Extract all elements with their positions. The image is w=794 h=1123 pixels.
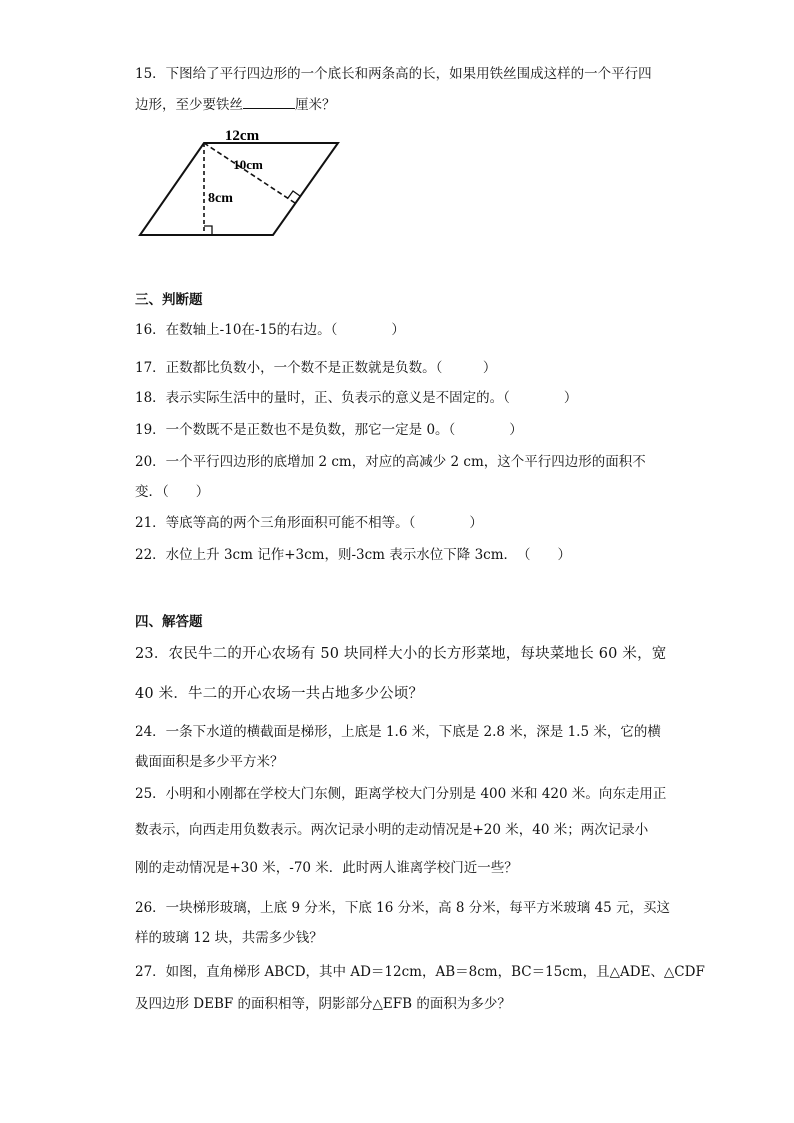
q22: 22．水位上升 3cm 记作+3cm，则-3cm 表示水位下降 3cm． （ ） <box>135 547 572 563</box>
q23-line1: 23．农民牛二的开心农场有 50 块同样大小的长方形菜地，每块菜地长 60 米，宽 <box>135 646 667 662</box>
section3-heading: 三、判断题 <box>135 292 203 308</box>
section4-heading: 四、解答题 <box>135 614 203 630</box>
q27-line1: 27．如图，直角梯形 ABCD，其中 AD＝12cm，AB＝8cm，BC＝15cm，且△ADE、△CDF <box>135 964 705 980</box>
label-10cm: 10cm <box>233 157 263 172</box>
label-8cm: 8cm <box>208 191 233 206</box>
q15-line2-pre: 边形，至少要铁丝 <box>135 97 243 113</box>
q15-line2 <box>135 94 336 115</box>
q17: 17．正数都比负数小，一个数不是正数就是负数。（ ） <box>135 360 497 376</box>
q15-line2-post: 厘米？ <box>295 97 336 113</box>
q27-line2: 及四边形 DEBF 的面积相等，阴影部分△EFB 的面积为多少？ <box>135 996 511 1012</box>
q26-line2: 样的玻璃 12 块，共需多少钱？ <box>135 930 323 946</box>
q15-line1: 15．下图给了平行四边形的一个底长和两条高的长，如果用铁丝围成这样的一个平行四 <box>135 66 652 82</box>
q20-line1: 20．一个平行四边形的底增加 2 cm，对应的高减少 2 cm，这个平行四边形的面积不 <box>135 454 646 470</box>
q25-line1: 25．小明和小刚都在学校大门东侧，距离学校大门分别是 400 米和 420 米。向东走用正 <box>135 786 667 802</box>
q24-line2: 截面面积是多少平方米？ <box>135 754 284 770</box>
q26-line1: 26．一块梯形玻璃，上底 9 分米，下底 16 分米，高 8 分米，每平方米玻璃 45 元，买这 <box>135 900 671 916</box>
q20-line2: 变．（ ） <box>135 484 210 500</box>
label-12cm: 12cm <box>224 128 260 144</box>
answer-blank[interactable] <box>243 94 295 109</box>
q25-line3: 刚的走动情况是+30 米，-70 米．此时两人谁离学校门近一些？ <box>135 860 518 876</box>
parallelogram-figure <box>130 125 350 245</box>
q23-line2: 40 米．牛二的开心农场一共占地多少公顷？ <box>135 686 424 702</box>
q19: 19．一个数既不是正数也不是负数，那它一定是 0。（ ） <box>135 422 523 438</box>
q21: 21．等底等高的两个三角形面积可能不相等。（ ） <box>135 515 483 531</box>
q16: 16．在数轴上-10在-15的右边。（ ） <box>135 322 405 338</box>
right-angle-mark-bottom <box>204 226 212 235</box>
right-angle-mark-side <box>288 191 300 198</box>
q18: 18．表示实际生活中的量时，正、负表示的意义是不固定的。（ ） <box>135 390 578 406</box>
q24-line1: 24．一条下水道的横截面是梯形，上底是 1.6 米，下底是 2.8 米，深是 1.5 米，它的横 <box>135 724 661 740</box>
q25-line2: 数表示，向西走用负数表示。两次记录小明的走动情况是+20 米，40 米；两次记录小 <box>135 822 649 838</box>
